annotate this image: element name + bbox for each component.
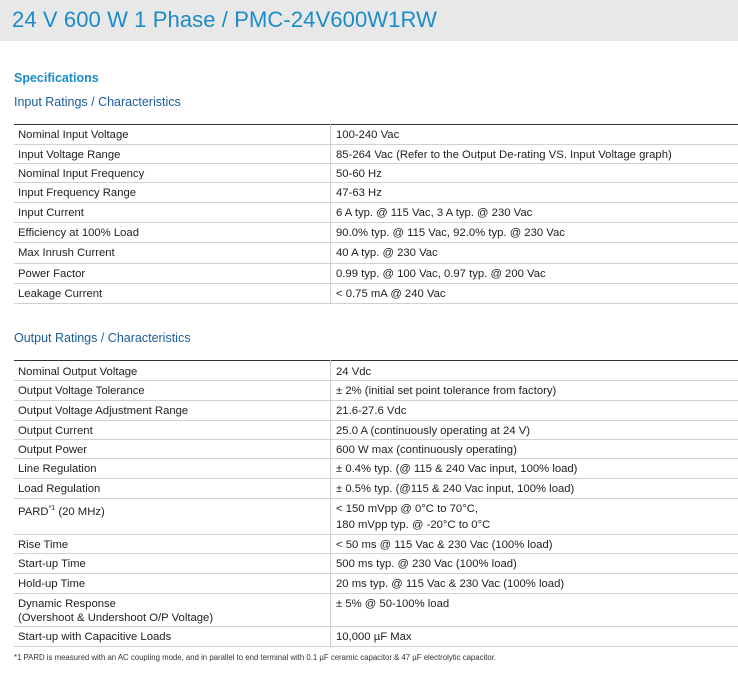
- pard-value-line1: < 150 mVpp @ 0°C to 70°C,: [336, 503, 479, 515]
- table-row: [14, 223, 738, 243]
- table-row: [14, 361, 738, 381]
- spec-label: Start-up Time: [14, 554, 331, 574]
- table-row: [14, 284, 738, 304]
- table-row: [14, 574, 738, 594]
- dynamic-response-sublabel: (Overshoot & Undershoot O/P Voltage): [18, 612, 214, 624]
- dynamic-response-label: Dynamic Response: [18, 598, 116, 610]
- spec-label: Output Voltage Tolerance: [14, 381, 331, 401]
- spec-value: ± 0.5% typ. (@115 & 240 Vac input, 100% load): [331, 479, 738, 499]
- spec-label: Efficiency at 100% Load: [14, 223, 331, 243]
- table-row: [14, 145, 738, 164]
- spec-value: 600 W max (continuously operating): [331, 440, 738, 459]
- spec-value: 0.99 typ. @ 100 Vac, 0.97 typ. @ 200 Vac: [331, 264, 738, 284]
- spec-value: ± 0.4% typ. (@ 115 & 240 Vac input, 100% load): [331, 459, 738, 479]
- spec-value: < 0.75 mA @ 240 Vac: [331, 284, 738, 304]
- spec-label: Output Current: [14, 421, 331, 440]
- spec-value: 20 ms typ. @ 115 Vac & 230 Vac (100% load): [331, 574, 738, 594]
- spec-value: 500 ms typ. @ 230 Vac (100% load): [331, 554, 738, 574]
- spec-label: [14, 594, 331, 627]
- table-row: [14, 535, 738, 554]
- pard-label: PARD: [18, 505, 49, 518]
- table-row: [14, 459, 738, 479]
- spec-value: [331, 499, 738, 535]
- spec-label: Power Factor: [14, 264, 331, 284]
- spec-label: Load Regulation: [14, 479, 331, 499]
- input-section-title: Input Ratings / Characteristics: [14, 95, 181, 109]
- spec-value: 47-63 Hz: [331, 183, 738, 203]
- spec-label: Hold-up Time: [14, 574, 331, 594]
- spec-label: [14, 499, 331, 535]
- table-row: [14, 479, 738, 499]
- spec-value: 10,000 µF Max: [331, 627, 738, 647]
- specifications-heading: Specifications: [14, 71, 99, 85]
- table-row: [14, 381, 738, 401]
- spec-label: Output Voltage Adjustment Range: [14, 401, 331, 421]
- table-row: [14, 243, 738, 264]
- spec-value: 100-240 Vac: [331, 125, 738, 145]
- table-row: [14, 401, 738, 421]
- output-section-title: Output Ratings / Characteristics: [14, 331, 191, 345]
- pard-value-line2: 180 mVpp typ. @ -20°C to 0°C: [336, 519, 491, 531]
- spec-label: Nominal Input Voltage: [14, 125, 331, 145]
- spec-value: ± 5% @ 50-100% load: [331, 594, 738, 627]
- spec-label: Max Inrush Current: [14, 243, 331, 264]
- page-title: 24 V 600 W 1 Phase / PMC-24V600W1RW: [12, 7, 437, 32]
- table-row: [14, 554, 738, 574]
- spec-value: 85-264 Vac (Refer to the Output De-rating VS. Input Voltage graph): [331, 145, 738, 164]
- input-ratings-table: [14, 124, 738, 304]
- spec-label: Input Frequency Range: [14, 183, 331, 203]
- table-row: [14, 125, 738, 145]
- footnote-marker: *1: [48, 505, 56, 512]
- table-row: [14, 594, 738, 627]
- table-row: [14, 627, 738, 647]
- spec-label: Start-up with Capacitive Loads: [14, 627, 331, 647]
- spec-value: ± 2% (initial set point tolerance from factory): [331, 381, 738, 401]
- spec-label: Rise Time: [14, 535, 331, 554]
- spec-value: 25.0 A (continuously operating at 24 V): [331, 421, 738, 440]
- spec-value: 24 Vdc: [331, 361, 738, 381]
- spec-value: 40 A typ. @ 230 Vac: [331, 243, 738, 264]
- spec-value: 21.6-27.6 Vdc: [331, 401, 738, 421]
- footnote: *1 PARD is measured with an AC coupling mode, and in parallel to end terminal with 0.1 µF ceramic capacitor & 47 µF electrolytic capacitor.: [14, 653, 497, 662]
- pard-bandwidth: (20 MHz): [55, 505, 105, 518]
- spec-value: 50-60 Hz: [331, 164, 738, 183]
- spec-label: Input Current: [14, 203, 331, 223]
- table-row: [14, 164, 738, 183]
- spec-label: Input Voltage Range: [14, 145, 331, 164]
- table-row: [14, 499, 738, 535]
- spec-label: Output Power: [14, 440, 331, 459]
- spec-value: 6 A typ. @ 115 Vac, 3 A typ. @ 230 Vac: [331, 203, 738, 223]
- table-row: [14, 421, 738, 440]
- spec-label: Line Regulation: [14, 459, 331, 479]
- spec-label: Nominal Input Frequency: [14, 164, 331, 183]
- spec-label: Nominal Output Voltage: [14, 361, 331, 381]
- spec-label: Leakage Current: [14, 284, 331, 304]
- table-row: [14, 183, 738, 203]
- table-row: [14, 440, 738, 459]
- table-row: [14, 203, 738, 223]
- table-row: [14, 264, 738, 284]
- page-header: [0, 0, 738, 41]
- spec-value: < 50 ms @ 115 Vac & 230 Vac (100% load): [331, 535, 738, 554]
- spec-value: 90.0% typ. @ 115 Vac, 92.0% typ. @ 230 Vac: [331, 223, 738, 243]
- output-ratings-table: [14, 360, 738, 647]
